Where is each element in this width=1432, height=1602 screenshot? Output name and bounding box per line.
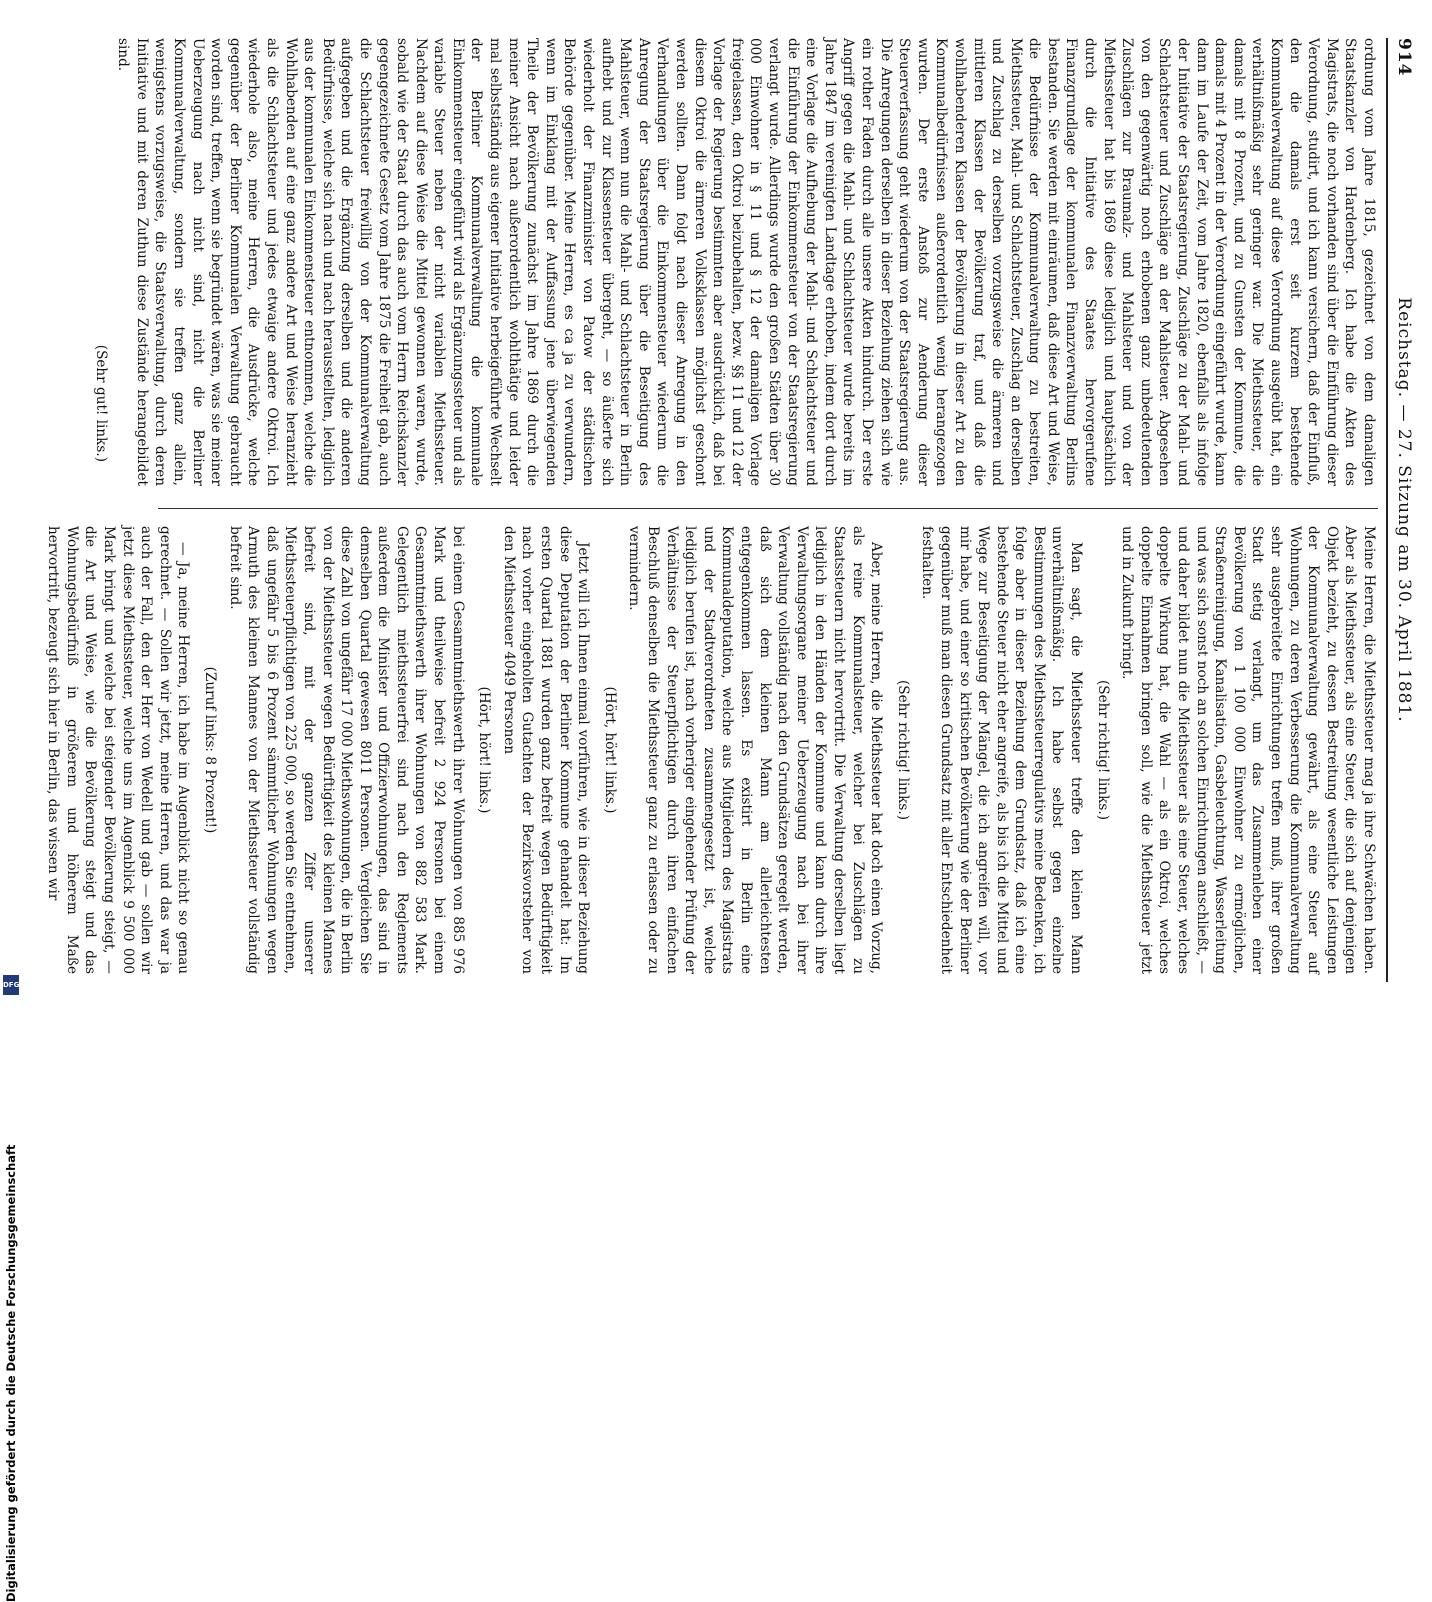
credit-strip xyxy=(0,606,22,1602)
paragraph: ordnung vom Jahre 1815, gezeichnet von dem damaligen Staatskanzler von Hardenberg. Ich habe die Akten des Magistrats, die noch vorhanden sind über die Einführung dieser Verordnung, studirt, und ich kann versichern, daß der Einfluß, den die damals erst seit kurzem bestehende Kommunalverwaltung auf diese Verordnung ausgeübt hat, ein verhältnißmäßig sehr geringer war. Die Miethssteuer, die damals mit 8 Prozent, und zu Gunsten der Kommune, die damals mit 4 Prozent in der Verordnung eingeführt wurde, kann dann im Laufe der Zeit, vom Jahre 1820, ebenfalls als infolge der Initiative der Staatsregierung, Zuschläge zu der Mahl- und Schlachtsteuer und Zuschläge an der Mahlsteuer. Abgesehen von den gegenwärtig noch erhobenen ganz unbedeutenden Zuschlägen zur Braumalz- und Mahlsteuer und von der Miethssteuer hat bis 1869 diese lediglich und hauptsächlich durch die Initiative des Staates hervorgerufene Finanzgrundlage der kommunalen Finanzverwaltung Berlins bestanden. Sie werden mit einräumen, daß diese Art und Weise, die Bedürfnisse der Kommunalverwaltung zu bestreiten, Miethssteuer, Mahl- und Schlachtsteuer, Zuschlag an derselben und Zuschlag zu derselben vorzugsweise die ärmeren und mittleren Klassen der Bevölkerung traf, und daß die wohlhabenderen Klassen der Bevölkerung in dieser Art zu den Kommunalbedürfnissen außerordentlich wenig herangezogen wurden. Der erste Anstoß zur Aenderung dieser Steuerverfassung geht wiederum von der Staatsregierung aus. Die Anregungen derselben in dieser Beziehung ziehen sich wie ein rother Faden durch alle unsere Akten hindurch. Der erste Angriff gegen die Mahl- und Schlachtsteuer wurde bereits im Jahre 1847 im vereinigten Landtage erhoben, indem dort durch eine Vorlage die Aufhebung der Mahl- und Schlachtsteuer und die Einführung der Einkommensteuer von der Staatsregierung verlangt wurde. Allerdings wurde den großen Städten über 30 000 Einwohner in § 11 und § 12 der damaligen Vorlage freigelassen, den Oktroi beizubehalten, bezw. §§ 11 und 12 der Vorlage der Regierung bestimmten aber ausdrücklich, daß bei diesem Oktroi die ärmeren Volksklassen möglichst geschont werden sollten. Dann folgt nach dieser Anregung in den Verhandlungen über die Einkommensteuer wiederum die Anregung der Staatsregierung über die Beseitigung des Mahlsteuer, wenn nun die Mahl- und Schlachtsteuer in Berlin aufhebt und zur Klassensteuer übergeht, — so äußerte sich wiederholt der Finanzminister von Patow der städtischen Behörde gegenüber. Meine Herren, es ca ja zu verwundern, wenn im Einklang mit der Auffassung jene überwiegenden Theile der Bevölkerung zunächst im Jahre 1869 durch die meiner Ansicht nach außerordentlich wohlthätige und leider mal selbstständig aus eigener Initiative herbeigeführte Wechselt der Berliner Kommunalverwaltung die kommunale Einkommensteuer eingeführt wird als Ergänzungssteuer und als variable Steuer neben der nicht variablen Miethssteuer. Nachdem auf diese Weise die Mittel gewonnen waren, wurde, sobald wie der Staat durch das auch vom Herrn Reichskanzler gegengezeichnete Gesetz vom Jahre 1875 die Freiheit gab, auch die Schlachtsteuer freiwillig von der Kommunalverwaltung aufgegeben und die Ergänzung derselben und die anderen Bedürfnisse, welche sich nach und nach herausstellten, lediglich aus der kommunalen Einkommensteuer entnommen, welche die Wohlhabenden auf eine ganz andere Art und Weise heranzieht als die Schlachtsteuer und jedes etwaige andere Oktroi. Ich wiederhole also, meine Herren, die Ausdrücke, welche gegenüber der Berliner Kommunalen Verwaltung gebraucht worden sind, treffen, wenn sie begründet wären, was sie meiner Ueberzeugung nach nicht sind, nicht die Berliner Kommunalverwaltung, sondern sie treffen ganz allein, wenigstens vorzugsweise, die Staatsverwaltung, durch deren Initiative und mit deren Zuthun diese Zustände herangebildet sind. xyxy=(115,38,1377,486)
right-column xyxy=(45,526,1378,974)
paragraph: Meine Herren, die Miethssteuer mag ja ihre Schwächen haben. Aber als Miethssteuer, als eine Steuer, die sich auf denjenigen Objekt bezieht, zu dessen Bestreitung wesentliche Leistungen der Kommunalverwaltung gewährt, als eine Steuer auf Wohnungen, zu deren Verbesserung die Kommunalverwaltung sehr ausgebreitete Einrichtungen treffen muß, ihrer großen Stadt stetig verlangt, um das Zusammenleben einer Bevölkerung von 1 100 000 Einwohner zu ermöglichen, Straßenreinigung, Kanalisation, Gasbeleuchtung, Wasserleitung und was sich sonst noch an solchen Einrichtungen anschließt, — und daher bildet nun die Miethssteuer als eine Steuer, welches doppelte Wirkung hat, die Wahl — als ein Oktroi, welches doppelte Einnahmen bringen soll, wie die Miethssteuer jetzt und in Zukunft bringt. xyxy=(1119,526,1377,974)
document-page xyxy=(45,38,1414,982)
paragraph: Jetzt will ich Ihnen einmal vorführen, wie in dieser Beziehung diese Deputation der Berliner Kommune gehandelt hat: Im ersten Quartal 1881 wurden ganz befreit wegen Bedürftigkeit nach vorher eingeholten Gutachten der Bezirksvorsteher von den Miethssteuer 4049 Personen xyxy=(500,526,592,974)
page-number: 914 xyxy=(1394,38,1414,77)
paragraph: Aber, meine Herren, die Miethssteuer hat doch einen Vorzug, als reine Kommunalsteuer, welcher bei Zuschlägen zu Staatssteuern nicht hervortritt. Die Verwaltung derselben liegt lediglich in den Händen der Kommune und kann durch ihre Verwaltungsorgane meiner Ueberzeugung nach bei ihrer Verwaltung vollständig nach den Grundsätzen geregelt werden, daß sich dem kleinen Mann am allerleichtesten entgegenkommen lassen. Es existirt in Berlin eine Kommunaldeputation, welche aus Mitgliedern des Magistrats und der Stadtverordneten zusammengesetzt ist, welche lediglich berufen ist, nach vorheriger eingehender Prüfung der Verhältnisse der Steuerpflichtigen durch ihren einfachen Beschluß denselben die Miethssteuer ganz zu erlassen oder zu vermindern. xyxy=(626,526,885,974)
paragraph: bei einem Gesammtmiethswerth ihrer Wohnungen von 885 976 Mark und theilweise befreit 2 924 Personen bei einem Gesammtmiethswerth ihrer Wohnungen von 882 583 Mark. Gelegentlich miethssteuerfrei sind nach den Reglements außerdem die Minister und Offizierwohnungen, das sind in demselben Quartal gewesen 8011 Personen. Vergleichen Sie diese Zahl von ungefähr 17 000 Miethswohnungen, die in Berlin von der Miethssteuer wegen Bedürftigkeit des kleinen Mannes befreit sind, mit der ganzen Ziffer unserer Miethssteuerpflichtigen von 225 000, so werden Sie entnehmen, daß ungefähr 5 bis 6 Prozent sämmtlicher Wohnungen wegen Armuth des kleinen Mannes von der Miethssteuer vollständig befreit sind. xyxy=(226,526,466,974)
reaction: (Sehr richtig! links.) xyxy=(1094,679,1111,821)
header-rule xyxy=(1386,38,1388,982)
dfg-logo: DFG xyxy=(3,975,19,995)
left-column xyxy=(92,38,1378,486)
running-title: Reichstag. — 27. Sitzung am 30. April 1881. xyxy=(1394,297,1414,723)
reaction: (Sehr gut! links.) xyxy=(92,344,109,462)
funding-credit: Digitalisierung gefördert durch die Deutsche Forschungsgemeinschaft xyxy=(4,1144,18,1602)
page-header xyxy=(1392,38,1414,982)
reaction: (Hört, hört! links.) xyxy=(476,686,493,814)
reaction: (Sehr richtig! links.) xyxy=(894,679,911,821)
reaction: (Zuruf links: 8 Prozent!) xyxy=(201,666,218,834)
paragraph: — Ja, meine Herren, ich habe im Augenblick nicht so genau gerechnet. — Sollen wir jetzt, meine Herren, und das war ja auch der Fall, den der Herr von Wedell und gab — sollen wir jetzt diese Miethssteuer, welche uns im Augenblick 9 500 000 Mark bringt und welche bei steigender Bevölkerung steigt, — die Art und Weise, wie die Bevölkerung steigt und das Wohnungsbedürfniß in größerem und höherem Maße hervortritt, bezeugt sich hier in Berlin, das wissen wir xyxy=(45,526,192,974)
paragraph: Man sagt, die Miethssteuer treffe den kleinen Mann unverhältnißmäßig. Ich habe selbst gegen einzelne Bestimmungen des Miethssteuerregulativs meine Bedenken, ich folge aber in dieser Beziehung dem Grundsatz, daß ich eine bestehende Steuer nicht eher angreife, als bis ich die Mittel und Wege zur Beseitigung der Mängel, die ich angreifen will, vor mir habe, und einer so kritischen Bevölkerung wie der Berliner gegenüber muß man diesen Grundsatz mit aller Entschiedenheit festhalten. xyxy=(919,526,1085,974)
reaction: (Hört, hört! links.) xyxy=(601,686,618,814)
column-divider xyxy=(158,508,1378,509)
